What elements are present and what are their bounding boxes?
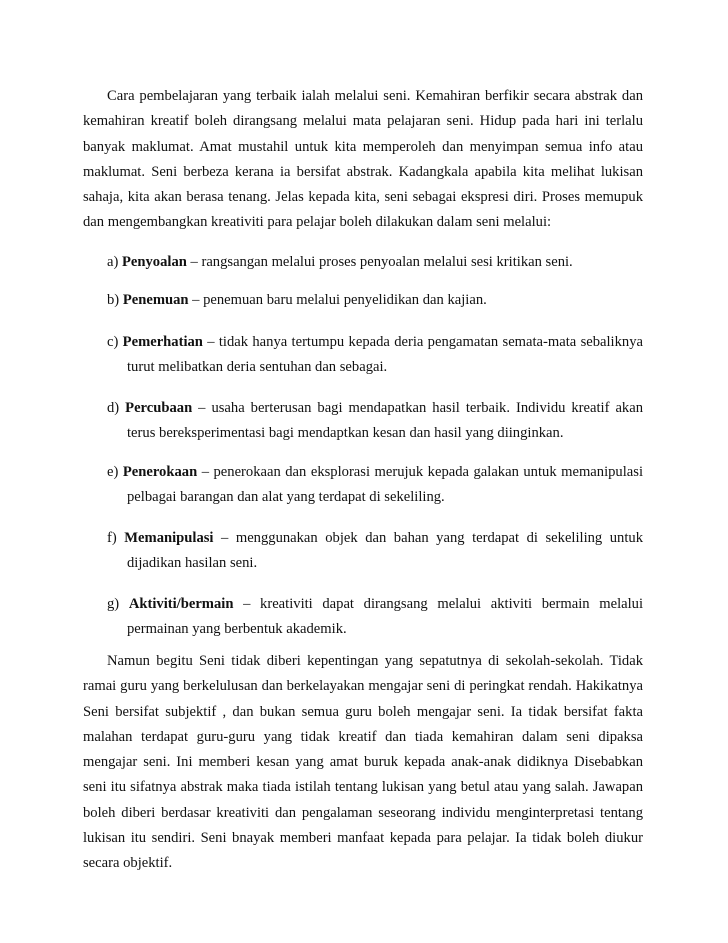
- closing-paragraph: Namun begitu Seni tidak diberi kepentingan yang sepatutnya di sekolah-sekolah. Tidak ramai guru yang berkelulusan dan berkelayakan mengajar seni di peringkat rendah. Hakikatnya Seni bersifat subjektif , dan bukan semua guru boleh mengajar seni. Ia tidak bersifat fakta malahan terdapat guru-guru yang tidak kreatif dan tiada kemahiran dalam seni dipaksa mengajar seni. Ini memberi kesan yang amat buruk kepada anak-anak didiknya Disebabkan seni itu sifatnya abstrak maka tiada istilah tentang lukisan yang betul atau yang salah. Jawapan boleh diberi berdasar kreativiti dan pengalaman seseorang individu menginterpretasi tentang lukisan itu sendiri. Seni bnayak memberi manfaat kepada para pelajar. Ia tidak boleh diukur secara objektif.: [83, 653, 643, 872]
- list-marker: e): [107, 464, 119, 480]
- list-item-aktiviti-bermain: [107, 592, 643, 643]
- list-marker: b): [107, 292, 120, 308]
- list-item-pemerhatian: [107, 330, 643, 381]
- list-item-penemuan: [107, 288, 643, 313]
- list-item-penyoalan: [107, 250, 643, 275]
- list-marker: g): [107, 596, 120, 612]
- list-term: Penyoalan: [122, 254, 187, 270]
- list-item-memanipulasi: [107, 526, 643, 577]
- list-item-percubaan: [107, 396, 643, 447]
- list-description: – rangsangan melalui proses penyoalan melalui sesi kritikan seni.: [186, 254, 573, 270]
- list-marker: c): [107, 334, 119, 350]
- list-term: Percubaan: [125, 400, 193, 416]
- list-description: – penerokaan dan eksplorasi merujuk kepada galakan untuk memanipulasi pelbagai barangan dan alat yang terdapat di sekeliling.: [127, 464, 643, 506]
- list-marker: a): [107, 254, 119, 270]
- list-term: Aktiviti/bermain: [128, 596, 234, 612]
- list-marker: d): [107, 400, 120, 416]
- list-term: Pemerhatian: [122, 334, 203, 350]
- list-description: – tidak hanya tertumpu kepada deria pengamatan semata-mata sebaliknya turut melibatkan deria sentuhan dan sebagai.: [127, 334, 643, 376]
- list-description: – kreativiti dapat dirangsang melalui aktiviti bermain melalui permainan yang berbentuk akademik.: [127, 596, 644, 638]
- list-term: Penemuan: [122, 292, 189, 308]
- list-description: – penemuan baru melalui penyelidikan dan kajian.: [188, 292, 487, 308]
- list-marker: f): [107, 530, 117, 546]
- list-description: – menggunakan objek dan bahan yang terdapat di sekeliling untuk dijadikan hasilan seni.: [127, 530, 644, 572]
- list-term: Memanipulasi: [124, 530, 214, 546]
- list-item-penerokaan: [107, 460, 643, 511]
- list-term: Penerokaan: [122, 464, 198, 480]
- list-description: – usaha berterusan bagi mendapatkan hasil terbaik. Individu kreatif akan terus bereksperimentasi bagi mendaptkan kesan dan hasil yang diinginkan.: [127, 400, 643, 442]
- intro-paragraph: Cara pembelajaran yang terbaik ialah melalui seni. Kemahiran berfikir secara abstrak dan kemahiran kreatif boleh dirangsang melalui mata pelajaran seni. Hidup pada hari ini terlalu banyak maklumat. Amat mustahil untuk kita memperoleh dan menyimpan semua info atau maklumat. Seni berbeza kerana ia bersifat abstrak. Kadangkala apabila kita melihat lukisan sahaja, kita akan berasa tenang. Jelas kepada kita, seni sebagai ekspresi diri. Proses memupuk dan mengembangkan kreativiti para pelajar boleh dilakukan dalam seni melalui:: [83, 88, 643, 231]
